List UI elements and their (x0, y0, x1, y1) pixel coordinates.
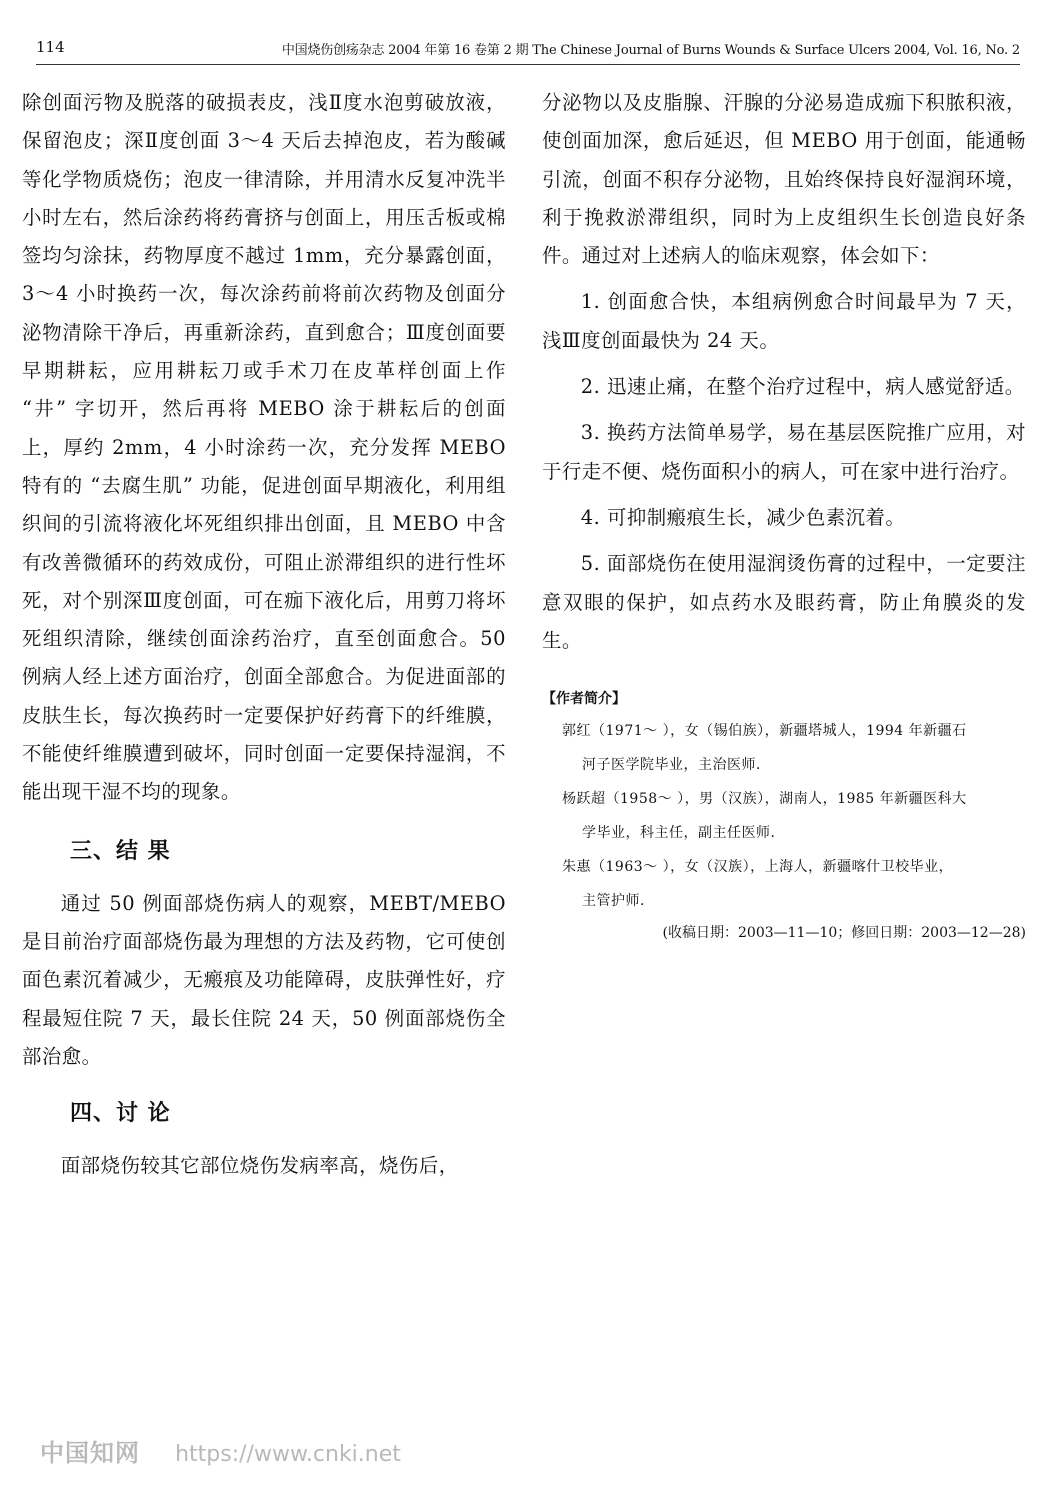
finding-item-2: 2. 迅速止痛，在整个治疗过程中，病人感觉舒适。 (580, 375, 1025, 399)
cnki-logo: 中国知网 (40, 1439, 140, 1467)
finding-item-4: 4. 可抑制瘢痕生长，减少色素沉着。 (580, 505, 906, 529)
finding-item-3: 3. 换药方法简单易学，易在基层医院推广应用，对于行走不便、烧伤面积小的病人，可在家中进行治疗。 (542, 421, 1026, 483)
discussion-paragraph: 面部烧伤较其它部位烧伤发病率高，烧伤后， (60, 1154, 459, 1178)
left-column (22, 84, 506, 1185)
page-number: 114 (36, 38, 65, 56)
author-bio-line: 主管护师． (582, 893, 655, 910)
author-bio-line: 杨跃超（1958～ ），男（汉族），湖南人，1985 年新疆医科大 (562, 791, 967, 808)
author-bio-title: 【作者简介】 (542, 691, 626, 708)
finding-item-5: 5. 面部烧伤在使用湿润烫伤膏的过程中，一定要注意双眼的保护，如点药水及眼药膏，防止角膜炎的发生。 (542, 552, 1026, 652)
author-bio-1 (542, 714, 1026, 782)
right-column (542, 84, 1026, 942)
author-bio-line: 河子医学院毕业，主治医师． (582, 757, 771, 774)
author-bio-line: 朱惠（1963～ ），女（汉族），上海人，新疆喀什卫校毕业， (562, 859, 954, 876)
running-header (36, 38, 1020, 65)
author-bio-3 (542, 850, 1026, 918)
author-bio-line: 学毕业，科主任，副主任医师． (582, 825, 785, 842)
section-results-heading: 三、结 果 (70, 838, 171, 864)
section-discussion-heading: 四、讨 论 (70, 1101, 171, 1127)
finding-item-1: 1. 创面愈合快，本组病例愈合时间最早为 7 天，浅Ⅲ度创面最快为 24 天。 (542, 290, 1026, 352)
cnki-watermark (40, 1433, 401, 1468)
treatment-paragraph: 除创面污物及脱落的破损表皮，浅Ⅱ度水泡剪破放液，保留泡皮；深Ⅱ度创面 3～4 天后去掉泡皮，若为酸碱等化学物质烧伤；泡皮一律清除，并用清水反复冲洗半小时左右，然后涂药将药膏挤与创面上，用压舌板或棉签均匀涂抹，药物厚度不越过 1mm，充分暴露创面，3～4 小时换药一次，每次涂药前将前次药物及创面分泌物清除干净后，再重新涂药，直到愈合；Ⅲ度创面要早期耕耘，应用耕耘刀或手术刀在皮革样创面上作 “井” 字切开，然后再将 MEBO 涂于耕耘后的创面上，厚约 2mm，4 小时涂药一次，充分发挥 MEBO 特有的 “去腐生肌” 功能，促进创面早期液化，利用组织间的引流将液化坏死组织排出创面，且 MEBO 中含有改善微循环的药效成份，可阻止淤滞组织的进行性坏死，对个别深Ⅲ度创面，可在痂下液化后，用剪刀将坏死组织清除，继续创面涂药治疗，直至创面愈合。50 例病人经上述方面治疗，创面全部愈合。为促进面部的皮肤生长，每次换药时一定要保护好药膏下的纤维膜，不能使纤维膜遭到破坏，同时创面一定要保持湿润，不能出现干湿不均的现象。 (22, 91, 506, 804)
author-bio-2 (542, 782, 1026, 850)
received-dates: (收稿日期：2003—11—10；修回日期：2003—12—28) (662, 925, 1026, 942)
author-bio-line: 郭红（1971～ ），女（锡伯族），新疆塔城人，1994 年新疆石 (562, 723, 967, 740)
discussion-continued-paragraph: 分泌物以及皮脂腺、汗腺的分泌易造成痂下积脓积液，使创面加深，愈后延迟，但 MEBO 用于创面，能通畅引流，创面不积存分泌物，且始终保持良好湿润环境，利于挽救淤滞组织，同时为上皮组织生长创造良好条件。通过对上述病人的临床观察，体会如下： (542, 91, 1026, 268)
results-paragraph: 通过 50 例面部烧伤病人的观察，MEBT/MEBO 是目前治疗面部烧伤最为理想的方法及药物，它可使创面色素沉着减少，无瘢痕及功能障碍，皮肤弹性好，疗程最短住院 7 天，最长住院 24 天，50 例面部烧伤全部治愈。 (22, 891, 506, 1068)
cnki-url[interactable]: https://www.cnki.net (175, 1442, 401, 1467)
journal-title: 中国烧伤创疡杂志 2004 年第 16 卷第 2 期 The Chinese Journal of Burns Wounds & Surface Ulcers 2004, Vol. 16, No. 2 (281, 43, 1020, 58)
